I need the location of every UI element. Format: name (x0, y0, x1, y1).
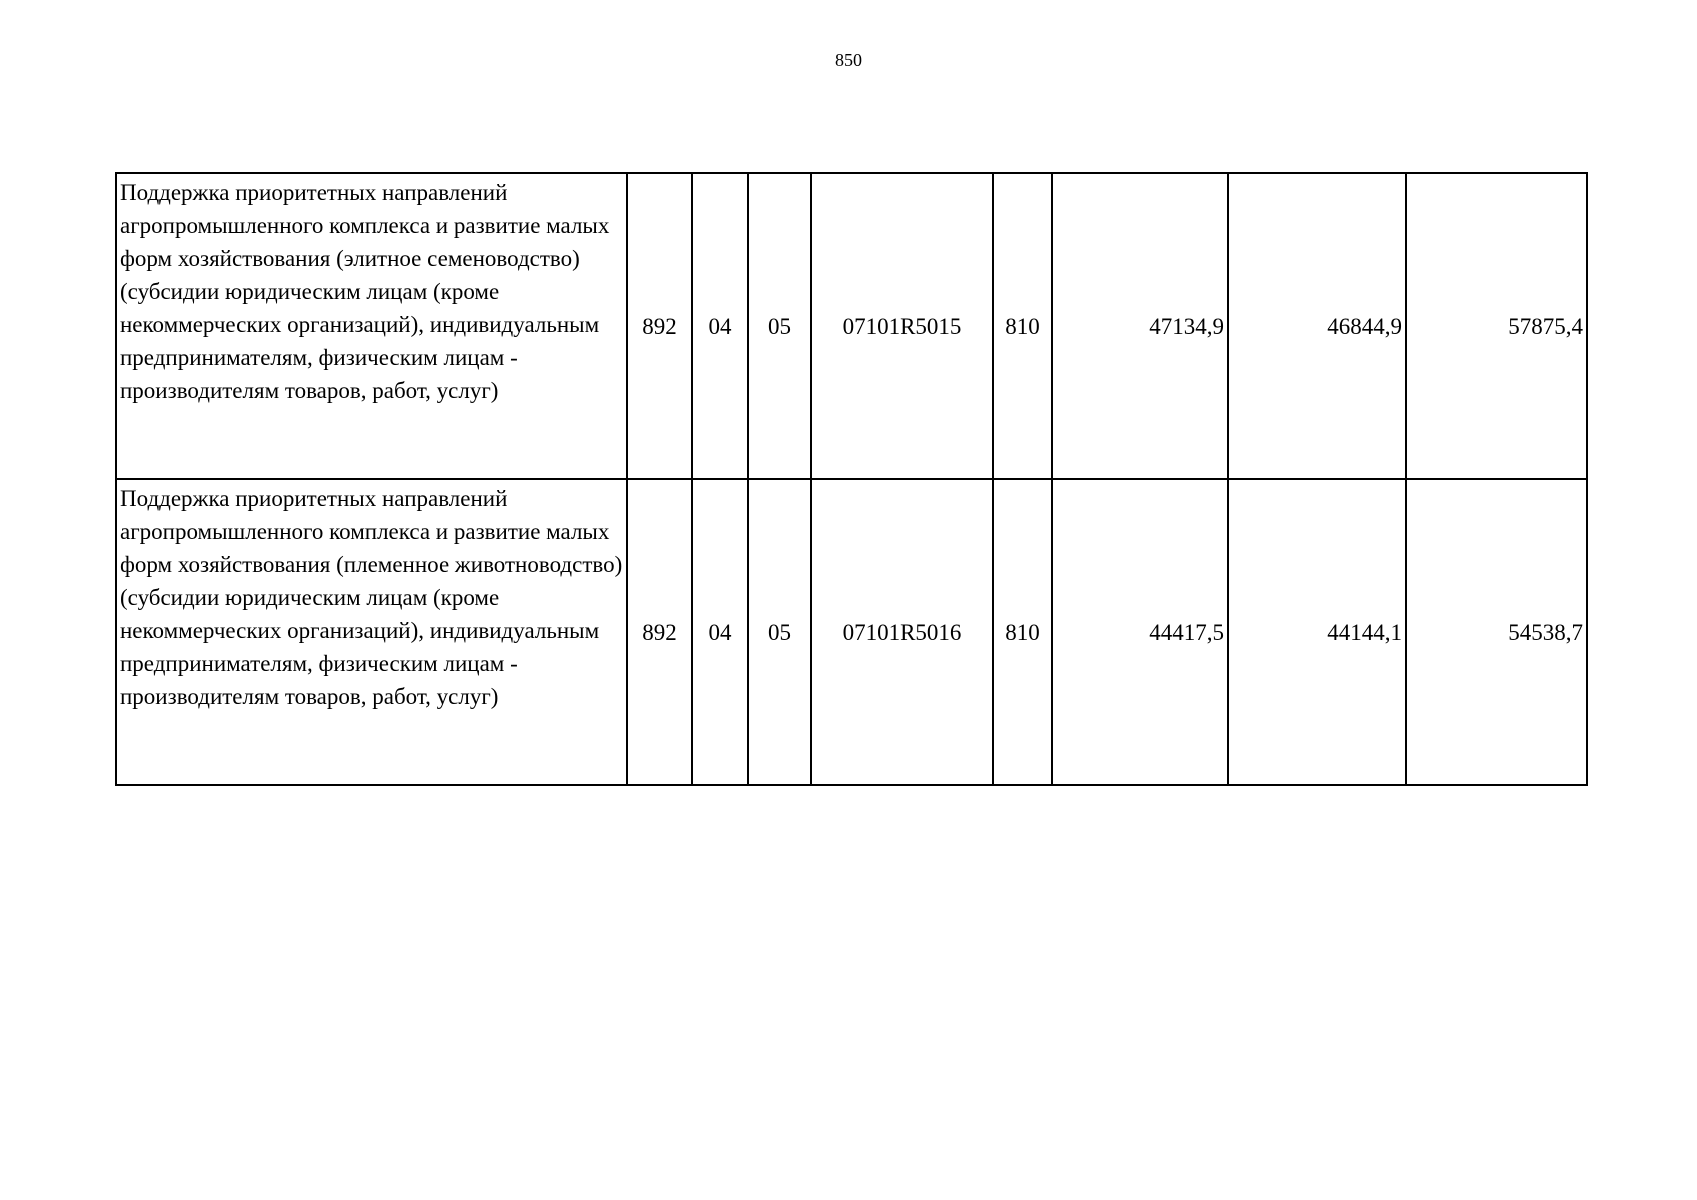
target-article-code: 07101R5016 (811, 479, 993, 785)
amount-year-3: 54538,7 (1406, 479, 1587, 785)
table-row (116, 479, 1587, 785)
ministry-code: 892 (627, 173, 692, 479)
expense-type-code: 810 (993, 479, 1052, 785)
amount-year-3: 57875,4 (1406, 173, 1587, 479)
row-description: Поддержка приоритетных направлений агропромышленного комплекса и развитие малых форм хозяйствования (племенное животноводство) (субсидии юридическим лицам (кроме некоммерческих организаций), индивидуальным предпринимателям, физическим лицам - производителям товаров, работ, услуг) (116, 479, 627, 785)
amount-year-1: 44417,5 (1052, 479, 1228, 785)
row-description: Поддержка приоритетных направлений агропромышленного комплекса и развитие малых форм хозяйствования (элитное семеноводство) (субсидии юридическим лицам (кроме некоммерческих организаций), индивидуальным предпринимателям, физическим лицам - производителям товаров, работ, услуг) (116, 173, 627, 479)
subsection-code: 05 (748, 173, 811, 479)
page-number: 850 (835, 50, 862, 70)
budget-table (115, 172, 1588, 786)
ministry-code: 892 (627, 479, 692, 785)
section-code: 04 (692, 479, 748, 785)
section-code: 04 (692, 173, 748, 479)
amount-year-2: 44144,1 (1228, 479, 1406, 785)
expense-type-code: 810 (993, 173, 1052, 479)
amount-year-1: 47134,9 (1052, 173, 1228, 479)
target-article-code: 07101R5015 (811, 173, 993, 479)
table-row (116, 173, 1587, 479)
subsection-code: 05 (748, 479, 811, 785)
amount-year-2: 46844,9 (1228, 173, 1406, 479)
